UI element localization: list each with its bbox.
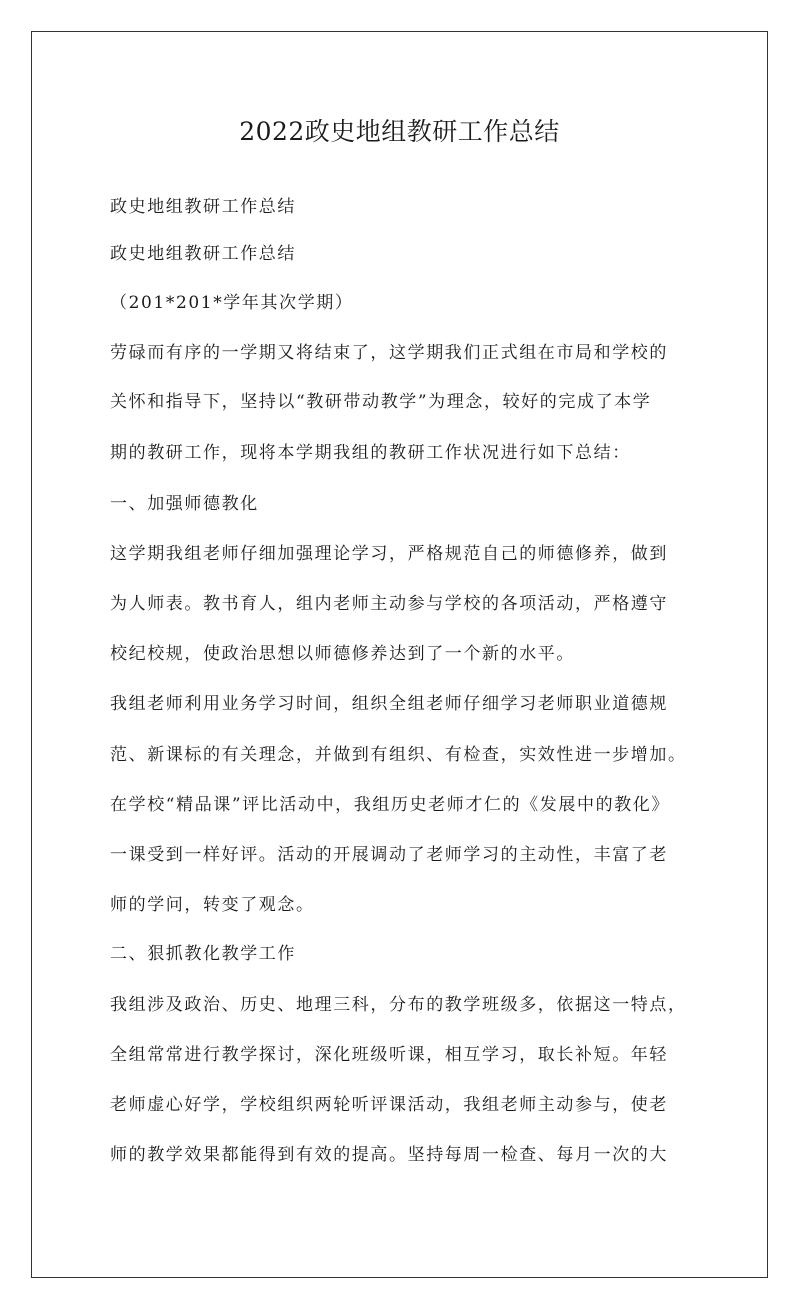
paragraph-line: 师的学问，转变了观念。 bbox=[110, 895, 315, 915]
paragraph-line: 师的教学效果都能得到有效的提高。坚持每周一检查、每月一次的大 bbox=[110, 1145, 668, 1165]
paragraph-line: 期的教研工作，现将本学期我组的教研工作状况进行如下总结： bbox=[110, 443, 631, 463]
paragraph-line: 老师虚心好学，学校组织两轮听评课活动，我组老师主动参与，使老 bbox=[110, 1095, 668, 1115]
paragraph-line: 为人师表。教书育人，组内老师主动参与学校的各项活动，严格遵守 bbox=[110, 594, 668, 614]
paragraph-line: 我组老师利用业务学习时间，组织全组老师仔细学习老师职业道德规 bbox=[110, 694, 668, 714]
subtitle-line: 政史地组教研工作总结 bbox=[110, 197, 296, 217]
document-title: 2022政史地组教研工作总结 bbox=[239, 117, 560, 146]
paragraph-line: 全组常常进行教学探讨，深化班级听课，相互学习，取长补短。年轻 bbox=[110, 1045, 668, 1065]
term-line: （201*201*学年其次学期） bbox=[110, 293, 354, 313]
paragraph-line: 校纪校规，使政治思想以师德修养达到了一个新的水平。 bbox=[110, 644, 575, 664]
section-heading: 二、狠抓教化教学工作 bbox=[110, 944, 296, 964]
paragraph-line: 劳碌而有序的一学期又将结束了，这学期我们正式组在市局和学校的 bbox=[110, 343, 668, 363]
paragraph-line: 我组涉及政治、历史、地理三科，分布的教学班级多，依据这一特点， bbox=[110, 995, 687, 1015]
paragraph-line: 范、新课标的有关理念，并做到有组织、有检查，实效性进一步增加。 bbox=[110, 745, 687, 765]
paragraph-line: 在学校“精品课”评比活动中，我组历史老师才仁的《发展中的教化》 bbox=[110, 795, 670, 815]
paragraph-line: 关怀和指导下，坚持以“教研带动教学”为理念，较好的完成了本学 bbox=[110, 392, 652, 412]
paragraph-line: 这学期我组老师仔细加强理论学习，严格规范自己的师德修养，做到 bbox=[110, 544, 668, 564]
subtitle-line: 政史地组教研工作总结 bbox=[110, 244, 296, 264]
paragraph-line: 一课受到一样好评。活动的开展调动了老师学习的主动性，丰富了老 bbox=[110, 845, 668, 865]
section-heading: 一、加强师德教化 bbox=[110, 494, 259, 514]
